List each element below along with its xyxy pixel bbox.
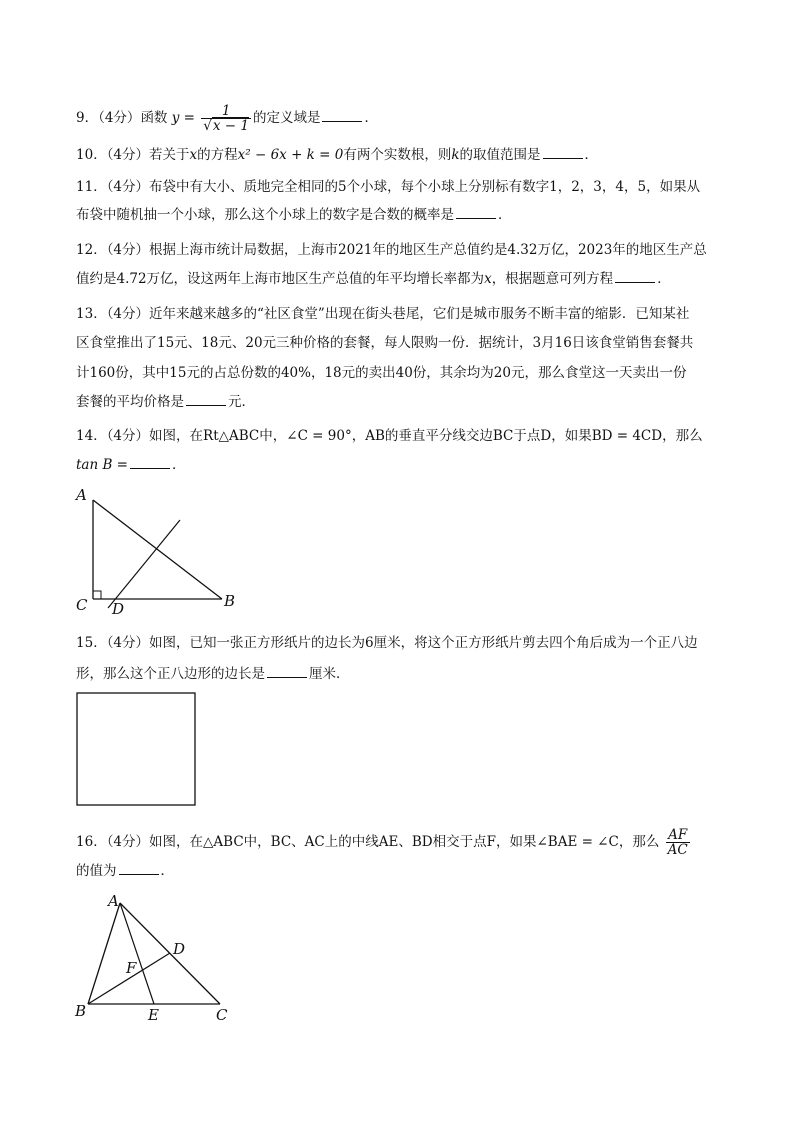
label-C: C bbox=[216, 1006, 228, 1024]
answer-blank[interactable] bbox=[322, 109, 362, 122]
label-D: D bbox=[173, 940, 186, 958]
question-12-line2: 值约是4.72万亿，设这两年上海市地区生产总值的年平均增长率都为x，根据题意可列方程 ． bbox=[76, 271, 671, 287]
answer-blank[interactable] bbox=[130, 456, 170, 469]
answer-blank[interactable] bbox=[119, 862, 159, 875]
perpendicular-bisector bbox=[108, 520, 180, 608]
question-16-line2: 的值为 ． bbox=[76, 863, 174, 879]
label-B: B bbox=[224, 592, 236, 610]
answer-blank[interactable] bbox=[456, 206, 496, 219]
question-11-line2: 布袋中随机抽一个小球，那么这个小球上的数字是合数的概率是 ． bbox=[76, 207, 512, 223]
label-C: C bbox=[76, 596, 88, 614]
figure-15-square bbox=[76, 692, 198, 808]
label-F: F bbox=[126, 959, 137, 977]
right-angle-mark bbox=[93, 591, 101, 599]
question-13-line3: 计160份，其中15元的占总份数的40%，18元的卖出40份，其余均为20元，那么食堂这一天卖出一份 bbox=[76, 365, 687, 381]
figure-14-triangle bbox=[70, 480, 250, 615]
question-13-line4: 套餐的平均价格是 元． bbox=[76, 394, 255, 410]
question-13-line2: 区食堂推出了15元、18元、20元三种价格的套餐，每人限购一份．据统计，3月16日该食堂销售套餐共 bbox=[76, 335, 694, 351]
answer-blank[interactable] bbox=[543, 146, 583, 159]
side-AB bbox=[88, 903, 120, 1004]
label-B: B bbox=[75, 1002, 87, 1020]
side-AB bbox=[93, 500, 222, 599]
question-15: 15．（4分）如图，已知一张正方形纸片的边长为6厘米，将这个正方形纸片剪去四个角后成为一个正八边 bbox=[76, 635, 698, 651]
question-13: 13．（4分）近年来越来越多的“社区食堂”出现在街头巷尾，它们是城市服务不断丰富的缩影．已知某社 bbox=[76, 306, 690, 322]
label-A: A bbox=[76, 486, 87, 504]
question-15-line2: 形，那么这个正八边形的边长是 厘米． bbox=[76, 666, 350, 682]
answer-blank[interactable] bbox=[186, 393, 226, 406]
question-11: 11．（4分）布袋中有大小、质地完全相同的5个小球，每个小球上分别标有数字1，2，3，4，5，如果从 bbox=[76, 179, 701, 195]
label-D: D bbox=[112, 600, 125, 615]
question-16: 16．（4分）如图，在△ABC中，BC、AC上的中线AE、BD相交于点F，如果∠BAE = ∠C，那么 $\frac{AF}{AC}$ bbox=[76, 827, 688, 858]
label-E: E bbox=[148, 1006, 159, 1024]
figure-16-triangle bbox=[70, 890, 240, 1025]
question-12: 12．（4分）根据上海市统计局数据，上海市2021年的地区生产总值约是4.32万亿，2023年的地区生产总 bbox=[76, 242, 707, 258]
answer-blank[interactable] bbox=[267, 665, 307, 678]
label-A: A bbox=[108, 892, 119, 910]
q16-fraction: $\frac{AF}{AC}$ bbox=[667, 827, 688, 858]
median-AE bbox=[120, 903, 154, 1004]
question-9: 9．（4分）函数 y = $\frac{1}{√x - 1}$ 的定义域是 ． bbox=[76, 103, 378, 134]
question-14-line2: tan B = ． bbox=[76, 457, 186, 473]
question-10: 10．（4分）若关于x的方程x² − 6x + k = 0有两个实数根，则k的取值范围是 ． bbox=[76, 147, 599, 163]
q9-fraction: $\frac{1}{√x - 1}$ bbox=[203, 103, 249, 134]
question-14: 14．（4分）如图，在Rt△ABC中，∠C = 90°，AB的垂直平分线交边BC于点D，如果BD = 4CD，那么 bbox=[76, 428, 703, 444]
answer-blank[interactable] bbox=[615, 270, 655, 283]
